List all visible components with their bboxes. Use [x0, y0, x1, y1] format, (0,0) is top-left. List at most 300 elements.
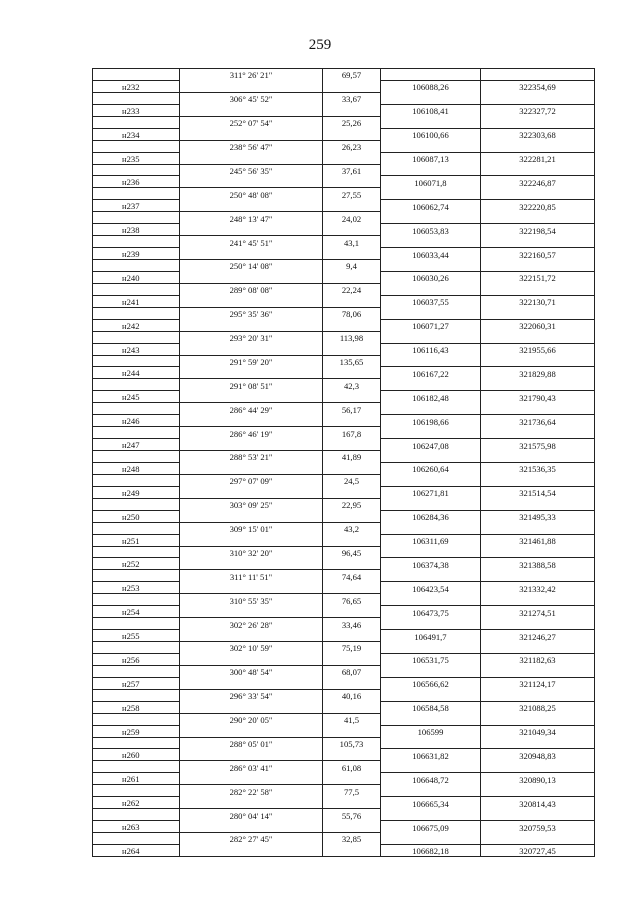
segment-blank	[481, 212, 595, 224]
segment-blank	[93, 331, 180, 343]
segment-blank	[93, 164, 180, 176]
point-x: 106108,41	[381, 104, 481, 116]
point-y: 321461,88	[481, 534, 595, 546]
point-y: 321829,88	[481, 367, 595, 379]
point-name: н257	[93, 677, 180, 689]
segment-row	[93, 618, 595, 630]
segment-row	[93, 260, 595, 272]
segment-blank	[323, 486, 381, 498]
segment-blank	[381, 833, 481, 845]
segment-row	[93, 665, 595, 677]
segment-blank	[381, 761, 481, 773]
segment-angle: 282° 22' 58"	[180, 785, 323, 797]
segment-length: 167,8	[323, 427, 381, 439]
segment-row	[93, 474, 595, 486]
point-x: 106182,48	[381, 391, 481, 403]
segment-blank	[481, 474, 595, 486]
segment-blank	[323, 510, 381, 522]
point-row	[93, 630, 595, 642]
segment-blank	[381, 498, 481, 510]
segment-row	[93, 833, 595, 845]
point-row	[93, 582, 595, 594]
segment-length: 25,26	[323, 116, 381, 128]
point-y: 322130,71	[481, 295, 595, 307]
point-name: н255	[93, 630, 180, 642]
segment-blank	[180, 677, 323, 689]
segment-blank	[93, 236, 180, 248]
point-y: 321246,27	[481, 630, 595, 642]
segment-blank	[180, 391, 323, 403]
segment-blank	[381, 737, 481, 749]
point-row	[93, 176, 595, 188]
segment-length: 24,5	[323, 474, 381, 486]
segment-blank	[93, 451, 180, 463]
segment-blank	[323, 200, 381, 212]
point-x: 106284,36	[381, 510, 481, 522]
point-row	[93, 797, 595, 809]
segment-row	[93, 379, 595, 391]
segment-blank	[381, 212, 481, 224]
point-x: 106374,38	[381, 558, 481, 570]
segment-row	[93, 689, 595, 701]
segment-blank	[180, 415, 323, 427]
point-x: 106037,55	[381, 295, 481, 307]
segment-blank	[323, 176, 381, 188]
segment-blank	[93, 498, 180, 510]
point-row	[93, 701, 595, 713]
segment-angle: 282° 27' 45"	[180, 833, 323, 845]
segment-angle: 311° 26' 21"	[180, 69, 323, 81]
segment-length: 9,4	[323, 260, 381, 272]
segment-blank	[381, 379, 481, 391]
point-y: 322198,54	[481, 224, 595, 236]
point-x: 106675,09	[381, 821, 481, 833]
point-name: н235	[93, 152, 180, 164]
segment-angle: 248° 13' 47"	[180, 212, 323, 224]
point-y: 321495,33	[481, 510, 595, 522]
segment-blank	[323, 295, 381, 307]
segment-blank	[180, 821, 323, 833]
point-x: 106584,58	[381, 701, 481, 713]
point-x: 106030,26	[381, 271, 481, 283]
segment-row	[93, 283, 595, 295]
segment-blank	[323, 773, 381, 785]
segment-blank	[93, 140, 180, 152]
point-x: 106491,7	[381, 630, 481, 642]
segment-blank	[381, 283, 481, 295]
point-y: 322303,68	[481, 128, 595, 140]
segment-blank	[93, 833, 180, 845]
point-name: н264	[93, 844, 180, 856]
segment-angle: 290° 20' 05"	[180, 713, 323, 725]
segment-row	[93, 594, 595, 606]
segment-length: 68,07	[323, 665, 381, 677]
segment-blank	[180, 558, 323, 570]
segment-blank	[93, 379, 180, 391]
point-x: 106071,8	[381, 176, 481, 188]
point-y: 321182,63	[481, 653, 595, 665]
segment-blank	[323, 224, 381, 236]
segment-angle: 250° 14' 08"	[180, 260, 323, 272]
segment-blank	[93, 188, 180, 200]
segment-blank	[180, 701, 323, 713]
segment-blank	[481, 260, 595, 272]
segment-blank	[93, 427, 180, 439]
segment-blank	[180, 104, 323, 116]
segment-angle: 302° 26' 28"	[180, 618, 323, 630]
segment-length: 41,89	[323, 451, 381, 463]
segment-angle: 297° 07' 09"	[180, 474, 323, 486]
segment-length: 24,02	[323, 212, 381, 224]
segment-blank	[381, 665, 481, 677]
segment-row	[93, 92, 595, 104]
segment-angle: 289° 08' 08"	[180, 283, 323, 295]
point-row	[93, 606, 595, 618]
segment-blank	[93, 116, 180, 128]
segment-blank	[323, 80, 381, 92]
segment-length: 75,19	[323, 642, 381, 654]
segment-blank	[381, 260, 481, 272]
segment-row	[93, 188, 595, 200]
segment-blank	[93, 785, 180, 797]
segment-blank	[381, 809, 481, 821]
segment-blank	[93, 212, 180, 224]
segment-row	[93, 522, 595, 534]
point-y: 322327,72	[481, 104, 595, 116]
point-x: 106423,54	[381, 582, 481, 594]
point-name: н262	[93, 797, 180, 809]
segment-length: 105,73	[323, 737, 381, 749]
segment-row	[93, 785, 595, 797]
point-y: 322060,31	[481, 319, 595, 331]
segment-length: 22,24	[323, 283, 381, 295]
coordinates-table	[92, 68, 595, 857]
point-x: 106088,26	[381, 80, 481, 92]
point-row	[93, 271, 595, 283]
segment-blank	[481, 451, 595, 463]
segment-blank	[323, 128, 381, 140]
segment-angle: 238° 56' 47"	[180, 140, 323, 152]
segment-blank	[323, 582, 381, 594]
segment-length: 69,57	[323, 69, 381, 81]
point-row	[93, 773, 595, 785]
segment-row	[93, 69, 595, 81]
segment-blank	[93, 403, 180, 415]
point-row	[93, 821, 595, 833]
segment-angle: 296° 33' 54"	[180, 689, 323, 701]
segment-angle: 286° 44' 29"	[180, 403, 323, 415]
segment-blank	[381, 618, 481, 630]
point-y: 322246,87	[481, 176, 595, 188]
point-row	[93, 534, 595, 546]
segment-blank	[180, 725, 323, 737]
segment-blank	[481, 522, 595, 534]
point-name: н252	[93, 558, 180, 570]
segment-blank	[381, 546, 481, 558]
point-x: 106599	[381, 725, 481, 737]
point-y: 322160,57	[481, 248, 595, 260]
segment-blank	[323, 844, 381, 856]
segment-blank	[93, 307, 180, 319]
segment-blank	[93, 283, 180, 295]
segment-blank	[481, 594, 595, 606]
point-row	[93, 128, 595, 140]
point-name: н234	[93, 128, 180, 140]
point-x: 106116,43	[381, 343, 481, 355]
segment-length: 32,85	[323, 833, 381, 845]
segment-blank	[381, 188, 481, 200]
segment-blank	[481, 785, 595, 797]
point-row	[93, 104, 595, 116]
segment-angle: 302° 10' 59"	[180, 642, 323, 654]
segment-blank	[93, 594, 180, 606]
segment-angle: 280° 04' 14"	[180, 809, 323, 821]
segment-blank	[381, 713, 481, 725]
segment-blank	[381, 689, 481, 701]
point-row	[93, 224, 595, 236]
point-name: н256	[93, 653, 180, 665]
segment-blank	[323, 248, 381, 260]
segment-blank	[481, 665, 595, 677]
segment-angle: 310° 55' 35"	[180, 594, 323, 606]
segment-blank	[93, 737, 180, 749]
segment-blank	[481, 331, 595, 343]
segment-blank	[323, 343, 381, 355]
point-name: н260	[93, 749, 180, 761]
segment-blank	[180, 630, 323, 642]
segment-blank	[323, 534, 381, 546]
point-row	[93, 749, 595, 761]
point-row	[93, 462, 595, 474]
segment-blank	[381, 164, 481, 176]
segment-blank	[381, 474, 481, 486]
segment-blank	[93, 618, 180, 630]
segment-blank	[381, 785, 481, 797]
page-number: 259	[308, 37, 332, 53]
segment-length: 113,98	[323, 331, 381, 343]
segment-row	[93, 451, 595, 463]
point-y: 321736,64	[481, 415, 595, 427]
segment-blank	[180, 271, 323, 283]
point-row	[93, 558, 595, 570]
segment-blank	[93, 355, 180, 367]
segment-length: 41,5	[323, 713, 381, 725]
segment-length: 27,55	[323, 188, 381, 200]
point-x: 106311,69	[381, 534, 481, 546]
segment-blank	[381, 642, 481, 654]
segment-angle: 306° 45' 52"	[180, 92, 323, 104]
segment-angle: 288° 53' 21"	[180, 451, 323, 463]
point-row	[93, 677, 595, 689]
segment-blank	[481, 283, 595, 295]
point-row	[93, 367, 595, 379]
segment-blank	[323, 797, 381, 809]
segment-angle: 310° 32' 20"	[180, 546, 323, 558]
segment-length: 33,46	[323, 618, 381, 630]
point-y: 322281,21	[481, 152, 595, 164]
point-y: 322151,72	[481, 271, 595, 283]
point-row	[93, 653, 595, 665]
point-x: 106531,75	[381, 653, 481, 665]
point-x: 106271,81	[381, 486, 481, 498]
segment-blank	[481, 713, 595, 725]
segment-length: 43,1	[323, 236, 381, 248]
segment-blank	[481, 427, 595, 439]
point-name: н243	[93, 343, 180, 355]
segment-blank	[381, 69, 481, 81]
point-row	[93, 844, 595, 856]
point-y: 321124,17	[481, 677, 595, 689]
segment-blank	[323, 104, 381, 116]
point-name: н233	[93, 104, 180, 116]
point-x: 106100,66	[381, 128, 481, 140]
segment-blank	[180, 486, 323, 498]
segment-angle: 241° 45' 51"	[180, 236, 323, 248]
segment-blank	[93, 642, 180, 654]
segment-blank	[481, 737, 595, 749]
segment-blank	[323, 701, 381, 713]
segment-blank	[481, 355, 595, 367]
segment-blank	[93, 809, 180, 821]
segment-row	[93, 212, 595, 224]
segment-row	[93, 140, 595, 152]
segment-blank	[481, 116, 595, 128]
point-row	[93, 319, 595, 331]
segment-row	[93, 116, 595, 128]
segment-blank	[323, 391, 381, 403]
segment-length: 76,65	[323, 594, 381, 606]
point-row	[93, 725, 595, 737]
segment-angle: 303° 09' 25"	[180, 498, 323, 510]
segment-blank	[323, 271, 381, 283]
segment-length: 61,08	[323, 761, 381, 773]
point-y: 320727,45	[481, 844, 595, 856]
segment-blank	[93, 69, 180, 81]
segment-blank	[481, 164, 595, 176]
segment-blank	[93, 546, 180, 558]
segment-row	[93, 164, 595, 176]
segment-blank	[93, 689, 180, 701]
point-row	[93, 80, 595, 92]
segment-blank	[481, 379, 595, 391]
segment-row	[93, 307, 595, 319]
segment-blank	[93, 260, 180, 272]
segment-blank	[481, 403, 595, 415]
segment-row	[93, 809, 595, 821]
point-row	[93, 152, 595, 164]
point-row	[93, 415, 595, 427]
point-y: 321536,35	[481, 462, 595, 474]
segment-length: 74,64	[323, 570, 381, 582]
segment-row	[93, 642, 595, 654]
segment-blank	[180, 80, 323, 92]
point-name: н247	[93, 439, 180, 451]
point-row	[93, 391, 595, 403]
segment-blank	[180, 295, 323, 307]
point-name: н250	[93, 510, 180, 522]
segment-row	[93, 546, 595, 558]
segment-blank	[323, 439, 381, 451]
segment-blank	[180, 749, 323, 761]
segment-angle: 250° 48' 08"	[180, 188, 323, 200]
segment-blank	[381, 594, 481, 606]
segment-blank	[323, 821, 381, 833]
segment-blank	[323, 653, 381, 665]
point-name: н236	[93, 176, 180, 188]
point-y: 321332,42	[481, 582, 595, 594]
segment-blank	[481, 689, 595, 701]
segment-angle: 291° 08' 51"	[180, 379, 323, 391]
segment-length: 77,5	[323, 785, 381, 797]
segment-blank	[381, 451, 481, 463]
point-y: 321049,34	[481, 725, 595, 737]
segment-blank	[323, 606, 381, 618]
point-row	[93, 343, 595, 355]
point-row	[93, 510, 595, 522]
point-y: 321388,58	[481, 558, 595, 570]
point-y: 320814,43	[481, 797, 595, 809]
segment-blank	[93, 761, 180, 773]
segment-length: 55,76	[323, 809, 381, 821]
segment-blank	[323, 677, 381, 689]
point-y: 320890,13	[481, 773, 595, 785]
point-y: 321514,54	[481, 486, 595, 498]
segment-blank	[180, 462, 323, 474]
point-name: н245	[93, 391, 180, 403]
segment-blank	[481, 236, 595, 248]
point-row	[93, 200, 595, 212]
point-name: н246	[93, 415, 180, 427]
segment-blank	[180, 582, 323, 594]
segment-blank	[180, 844, 323, 856]
point-name: н241	[93, 295, 180, 307]
point-name: н263	[93, 821, 180, 833]
point-x: 106260,64	[381, 462, 481, 474]
point-x: 106087,13	[381, 152, 481, 164]
point-name: н261	[93, 773, 180, 785]
segment-blank	[323, 415, 381, 427]
segment-blank	[381, 307, 481, 319]
segment-blank	[93, 570, 180, 582]
point-x: 106062,74	[381, 200, 481, 212]
point-name: н254	[93, 606, 180, 618]
segment-angle: 252° 07' 54"	[180, 116, 323, 128]
segment-blank	[481, 809, 595, 821]
segment-blank	[180, 510, 323, 522]
segment-blank	[381, 355, 481, 367]
point-name: н244	[93, 367, 180, 379]
segment-blank	[381, 403, 481, 415]
segment-blank	[481, 833, 595, 845]
segment-length: 40,16	[323, 689, 381, 701]
point-row	[93, 439, 595, 451]
segment-angle: 286° 46' 19"	[180, 427, 323, 439]
segment-angle: 295° 35' 36"	[180, 307, 323, 319]
point-x: 106631,82	[381, 749, 481, 761]
segment-blank	[93, 713, 180, 725]
point-y: 321955,66	[481, 343, 595, 355]
segment-length: 22,95	[323, 498, 381, 510]
segment-row	[93, 355, 595, 367]
segment-blank	[180, 128, 323, 140]
segment-blank	[180, 248, 323, 260]
point-y: 321575,98	[481, 439, 595, 451]
point-x: 106648,72	[381, 773, 481, 785]
point-y: 322354,69	[481, 80, 595, 92]
segment-blank	[481, 570, 595, 582]
segment-blank	[323, 367, 381, 379]
point-name: н242	[93, 319, 180, 331]
